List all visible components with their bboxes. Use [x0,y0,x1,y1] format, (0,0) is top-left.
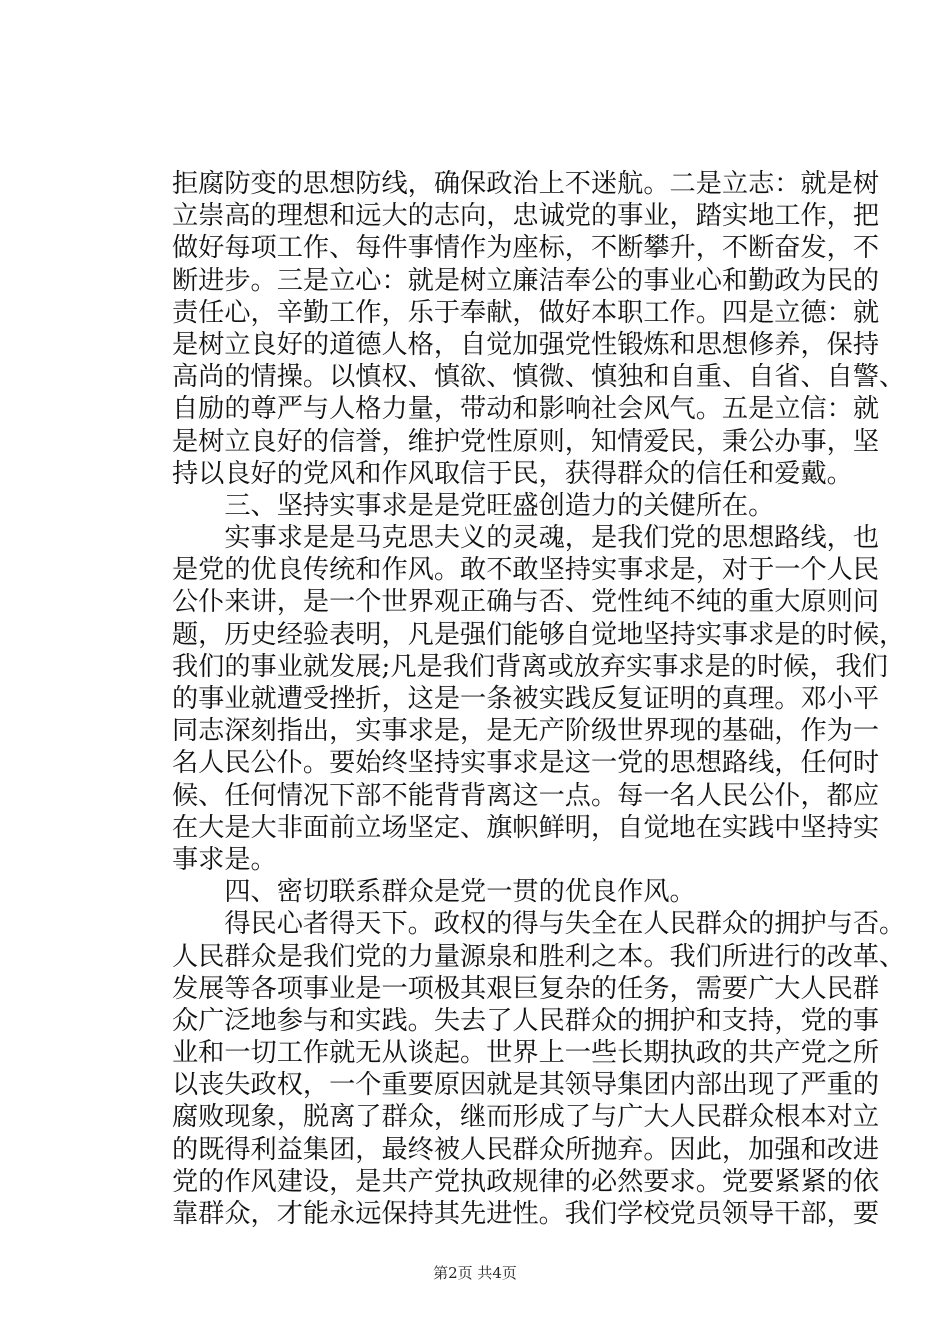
text-line: 众广泛地参与和实践。失去了人民群众的拥护和支持，党的事 [172,1005,880,1036]
text-line: 拒腐防变的思想防线，确保政治上不迷航。二是立志：就是树 [172,169,880,199]
document-body [172,168,906,1230]
text-line: 三、坚持实事求是是党旺盛创造力的关健所在。 [172,490,775,521]
text-line: 责任心，辛勤工作，乐于奉献，做好本职工作。四是立德：就 [172,297,880,328]
text-line: 四、密切联系群众是党一贯的优良作风。 [172,877,696,908]
text-line: 断进步。三是立心：就是树立廉洁奉公的事业心和勤政为民的 [172,265,880,296]
text-line: 的既得利益集团，最终被人民群众所抛弃。因此，加强和改进 [172,1134,880,1165]
text-line: 的事业就遭受挫折，这是一条被实践反复证明的真理。邓小平 [172,684,880,714]
text-line: 做好每项工作、每件事情作为座标，不断攀升，不断奋发，不 [172,233,880,264]
text-line: 在大是大非面前立场坚定、旗帜鲜明，自觉地在实践中坚持实 [172,812,880,843]
text-line: 人民群众是我们党的力量源泉和胜利之本。我们所进行的改革、 [172,941,906,972]
text-line: 得民心者得天下。政权的得与失全在人民群众的拥护与否。 [172,909,906,940]
text-line: 同志深刻指出，实事求是，是无产阶级世界现的基础，作为一 [172,716,880,747]
text-line: 名人民公仆。要始终坚持实事求是这一党的思想路线，任何时 [172,748,880,779]
text-line: 靠群众，才能永远保持其先进性。我们学校党员领导干部，要 [172,1199,880,1229]
text-line: 公仆来讲，是一个世界观正确与否、党性纯不纯的重大原则问 [172,587,880,618]
text-line: 事求是。 [172,844,277,875]
text-line: 是树立良好的信誉，维护党性原则，知情爱民，秉公办事，坚 [172,426,880,457]
text-line: 候、任何情况下部不能背背离这一点。每一名人民公仆，都应 [172,780,880,811]
text-line: 以丧失政权，一个重要原因就是其领导集团内部出现了严重的 [172,1070,880,1101]
page-footer: 第2页 共4页 [433,1264,517,1282]
text-line: 业和一切工作就无从谈起。世界上一些长期执政的共产党之所 [172,1038,880,1069]
text-line: 持以良好的党风和作风取信于民，获得群众的信任和爱戴。 [172,458,853,489]
text-line: 是树立良好的道德人格，自觉加强党性锻炼和思想修养，保持 [172,329,880,360]
text-line: 党的作风建设，是共产党执政规律的必然要求。党要紧紧的依 [172,1166,880,1197]
text-line: 题，历史经验表明，凡是强们能够自觉地坚持实事求是的时候， [172,619,906,650]
text-line: 是党的优良传统和作风。敢不敢坚持实事求是，对于一个人民 [172,555,880,586]
text-line: 发展等各项事业是一项极其艰巨复杂的任务，需要广大人民群 [172,973,880,1004]
text-line: 高尚的情操。以慎权、慎欲、慎微、慎独和自重、自省、自警、 [172,362,906,393]
text-line: 腐败现象，脱离了群众，继而形成了与广大人民群众根本对立 [172,1102,880,1133]
text-line: 自励的尊严与人格力量，带动和影响社会风气。五是立信：就 [172,394,880,425]
text-line: 立崇高的理想和远大的志向，忠诚党的事业，踏实地工作，把 [172,201,880,232]
text-line: 实事求是是马克思夫义的灵魂，是我们党的思想路线，也 [172,523,880,554]
text-line: 我们的事业就发展;凡是我们背离或放弃实事求是的时候，我们 [172,651,888,682]
